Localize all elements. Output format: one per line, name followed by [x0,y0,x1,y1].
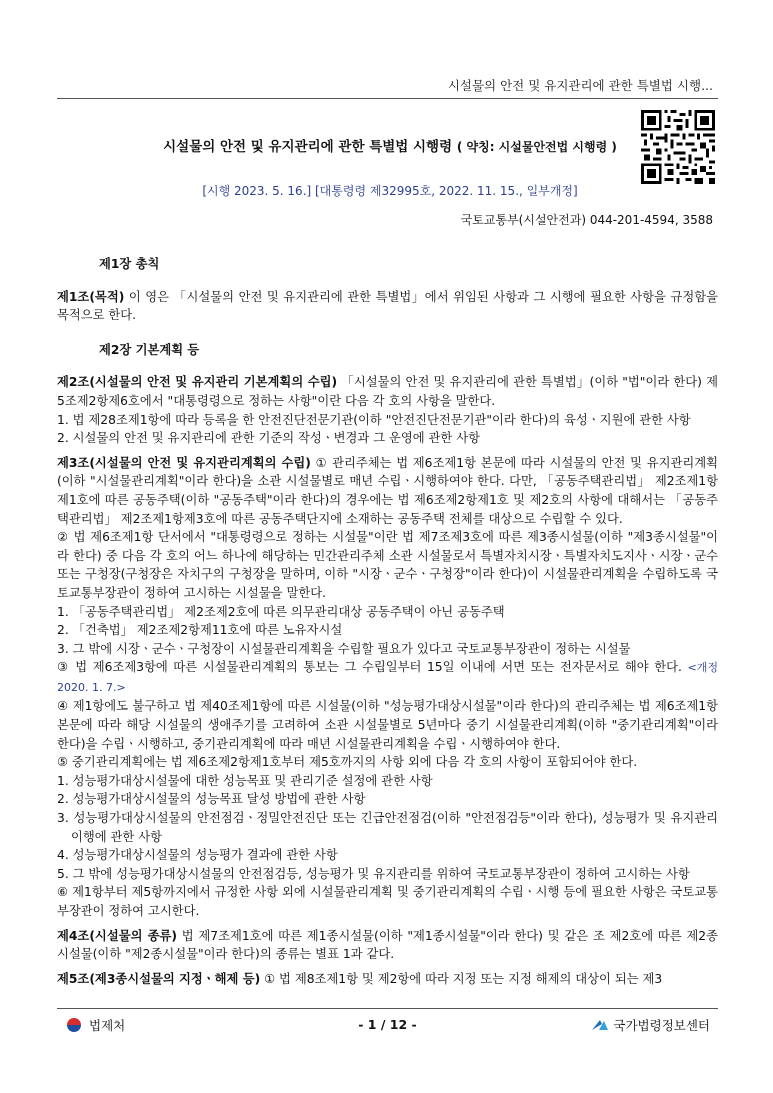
law-title-main: 시설물의 안전 및 유지관리에 관한 특별법 시행령 [163,139,453,155]
article-3-paragraph-1: ① 관리주체는 법 제6조제1항 본문에 따라 시설물의 안전 및 유지관리계획(이하 "시설물관리계획"이라 한다)을 소관 시설물별로 매년 수립ㆍ시행하여야 한다. 다만, 「공동주택관리법」 제2조제1항제1호에 따른 공동주택(이하 "공동주택"이라 한다)의 경우에는 법 제6조제2항제1호 및 제2호의 사항에 대해서는 「공동주택관리법」 제2조제1항제3호에 따른 공동주택단지에 소재하는 공동주택 전체를 대상으로 수립할 수 있다. [57,455,718,526]
article-1-text: 이 영은 「시설물의 안전 및 유지관리에 관한 특별법」에서 위임된 사항과 그 시행에 필요한 사항을 규정함을 목적으로 한다. [57,289,718,323]
article-5-text: ① 법 제8조제1항 및 제2항에 따라 지정 또는 지정 해제의 대상이 되는 제3 [260,971,663,986]
article-3-p5-item-1: 1. 성능평가대상시설물에 대한 성능목표 및 관리기준 설정에 관한 사항 [57,773,433,788]
footer-ministry: 법제처 [89,1018,126,1033]
article-2-text: 「시설물의 안전 및 유지관리에 관한 특별법」(이하 "법"이라 한다) 제5조제2항제6호에서 "대통령령으로 정하는 사항"이란 다음 각 호의 사항을 말한다. [57,375,718,408]
article-3 [57,454,718,528]
law-title [145,136,635,158]
footer-rule [57,1008,718,1009]
article-4-heading: 제4조(시설물의 종류) [57,928,177,943]
article-3-p5-item-5: 5. 그 밖에 성능평가대상시설물의 안전점검등, 성능평가 및 유지관리를 위하여 국토교통부장관이 정하여 고시하는 사항 [57,866,690,881]
article-1-heading: 제1조(목적) [57,289,125,304]
law-title-abbreviation: ( 약칭: 시설물안전법 시행령 ) [456,140,617,154]
article-2-item-1: 1. 법 제28조제1항에 따라 등록을 한 안전진단전문기관(이하 "안전진단전문기관"이라 한다)의 육성ㆍ지원에 관한 사항 [57,412,691,427]
article-3-heading: 제3조(시설물의 안전 및 유지관리계획의 수립) [57,455,311,470]
enforcement-meta: [시행 2023. 5. 16.] [대통령령 제32995호, 2022. 11. 15., 일부개정] [202,184,578,198]
article-3-p2-item-2: 2. 「건축법」 제2조제2항제11호에 따른 노유자시설 [57,623,343,638]
footer-right [591,1016,710,1034]
article-3-p5-item-4: 4. 성능평가대상시설물의 성능평가 결과에 관한 사항 [57,848,338,863]
article-4 [57,927,718,964]
header-rule [57,98,718,99]
article-3-paragraph-4: ④ 제1항에도 불구하고 법 제40조제1항에 따른 시설물(이하 "성능평가대상시설물"이라 한다)의 관리주체는 법 제6조제1항 본문에 따라 해당 시설물의 생애주기를 고려하여 소관 시설물별로 5년마다 중기 시설물관리계획(이하 "중기관리계획"이라 한다)을 수립ㆍ시행하고, 중기관리계획에 따라 매년 시설물관리계획을 수립ㆍ시행하여야 한다. [57,699,718,751]
chapter-1-heading: 제1장 총칙 [99,257,160,271]
chapter-2-heading: 제2장 기본계획 등 [99,342,200,357]
article-2-item-2: 2. 시설물의 안전 및 유지관리에 관한 기준의 작성ㆍ변경과 그 운영에 관한 사항 [57,431,480,446]
article-2-heading: 제2조(시설물의 안전 및 유지관리 기본계획의 수립) [57,375,338,390]
department-contact: 국토교통부(시설안전과) 044-201-4594, 3588 [460,213,713,227]
article-3-paragraph-6: ⑥ 제1항부터 제5항까지에서 규정한 사항 외에 시설물관리계획 및 중기관리계획의 수립ㆍ시행 등에 필요한 사항은 국토교통부장관이 정하여 고시한다. [57,885,718,918]
law-center-logo-icon [591,1018,609,1032]
article-3-p5-item-2: 2. 성능평가대상시설물의 성능목표 달성 방법에 관한 사항 [57,792,366,807]
article-3-p2-item-3: 3. 그 밖에 시장ㆍ군수ㆍ구청장이 시설물관리계획을 수립할 필요가 있다고 국토교통부장관이 정하는 시설물 [57,641,631,656]
amendment-note-link[interactable]: <개정 2020. 1. 7.> [57,661,718,694]
page-number: - 1 / 12 - [358,1017,417,1032]
article-3-p5-item-3: 3. 성능평가대상시설물의 안전점검ㆍ정밀안전진단 또는 긴급안전점검(이하 "안전점검등"이라 한다), 성능평가 및 유지관리 이행에 관한 사항 [57,811,718,844]
article-3-paragraph-2: ② 법 제6조제1항 단서에서 "대통령령으로 정하는 시설물"이란 법 제7조제3호에 따른 제3종시설물(이하 "제3종시설물"이라 한다) 중 다음 각 호의 어느 하나에 해당하는 민간관리주체 소관 시설물로서 특별자치시장ㆍ특별자치도지사ㆍ시장ㆍ군수 또는 구청장(구청장은 자치구의 구청장을 말하며, 이하 "시장ㆍ군수ㆍ구청장"이라 한다)이 시설물관리계획을 수립하도록 국토교통부장관이 정하여 고시하는 시설물을 말한다. [57,530,718,600]
article-2 [57,373,718,410]
article-3-paragraph-3-text: ③ 법 제6조제3항에 따른 시설물관리계획의 통보는 그 수립일부터 15일 이내에 서면 또는 전자문서로 해야 한다. [57,660,682,675]
article-3-p2-item-1: 1. 「공동주택관리법」 제2조제2호에 따른 의무관리대상 공동주택이 아닌 공동주택 [57,604,505,619]
article-3-paragraph-3 [57,658,718,697]
article-5-heading: 제5조(제3종시설물의 지정ㆍ해제 등) [57,971,261,986]
footer-law-center: 국가법령정보센터 [613,1018,710,1033]
article-3-paragraph-5: ⑤ 중기관리계획에는 법 제6조제2항제1호부터 제5호까지의 사항 외에 다음 각 호의 사항이 포함되어야 한다. [57,755,638,770]
law-body [57,255,718,988]
qr-code-icon [641,110,715,184]
article-4-text: 법 제7조제1호에 따른 제1종시설물(이하 "제1종시설물"이라 한다) 및 같은 조 제2호에 따른 제2종시설물(이하 "제2종시설물"이라 한다)의 종류는 별표 1과 같다. [57,928,718,962]
running-title: 시설물의 안전 및 유지관리에 관한 특별법 시행... [447,78,713,93]
page-footer [57,1012,718,1040]
article-5 [57,970,718,989]
article-1 [57,288,718,325]
